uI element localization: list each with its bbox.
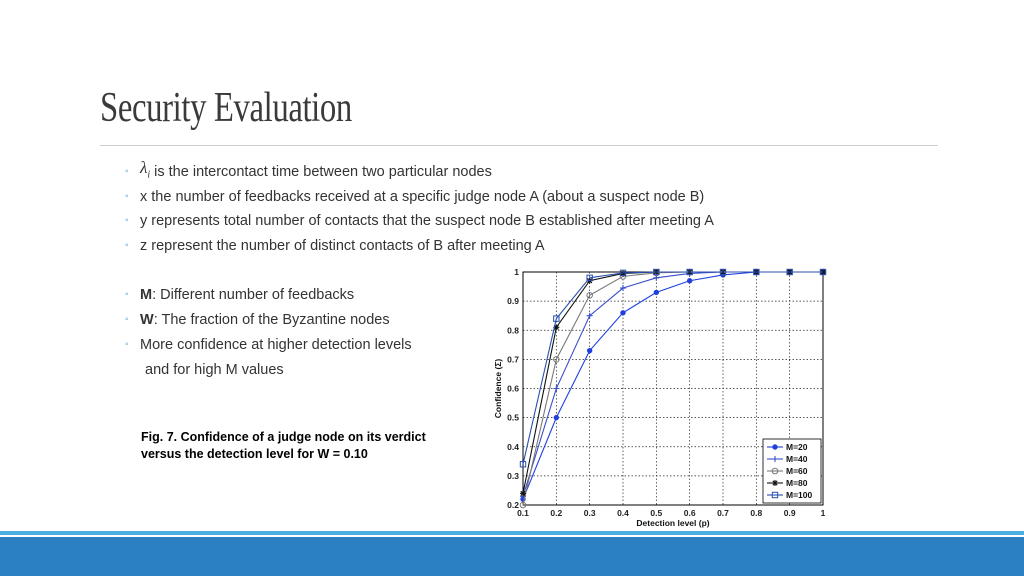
data-point [520,490,526,496]
bullet-item [125,160,714,185]
x-tick-label: 0.1 [517,508,529,518]
confidence-chart [490,262,835,532]
data-point [654,290,658,294]
bullet-text: More confidence at higher detection levels [140,336,412,353]
data-point [687,279,691,283]
figure-caption [141,429,461,463]
y-tick-label: 1 [514,267,519,277]
x-tick-label: 0.6 [683,508,696,518]
y-tick-label: 0.8 [507,325,519,336]
y-tick-label: 0.7 [507,354,519,365]
bullet-item [125,185,714,210]
bullet-icon: ◦ [125,338,129,350]
legend-marker [773,445,777,449]
x-tick-label: 0.3 [583,508,596,518]
x-tick-label: 0.9 [783,508,796,518]
x-tick-label: 0.8 [750,508,763,518]
legend-label: M=60 [786,466,808,476]
data-point [587,348,591,352]
bullet-item [125,234,714,259]
legend-label: M=40 [786,454,808,464]
legend-label: M=80 [786,478,808,488]
bullet-icon: ◦ [125,190,129,202]
y-tick-label: 0.4 [507,441,519,452]
bullet-item [125,209,714,234]
y-tick-label: 0.2 [507,500,519,510]
data-point [621,311,625,315]
caption-line-2: versus the detection level for W = 0.10 [141,447,368,461]
legend-label: M=20 [786,442,808,452]
x-tick-label: 0.2 [550,508,563,518]
title-divider [100,145,938,146]
data-point [554,415,558,419]
x-tick-label: 0.5 [650,508,663,518]
x-axis-label: Detection level (p) [636,518,710,528]
continuation-text: and for high M values [145,361,284,378]
bullet-text: : The fraction of the Byzantine nodes [153,312,390,329]
x-tick-label: 0.4 [617,508,629,518]
y-tick-label: 0.6 [507,383,519,394]
lambda-symbol: $\lambda_i$ [140,158,151,181]
y-axis-label: Confidence (Σ) [493,358,503,419]
bullet-bold-term: M [140,287,153,304]
y-tick-label: 0.9 [507,296,519,307]
slide-title: Security Evaluation [100,85,352,131]
bullet-text: y represents total number of contacts that the suspect node B established after meeting A [140,213,714,230]
bullet-text: : Different number of feedbacks [152,287,355,304]
bullet-bold-term: W [140,312,154,329]
bullet-icon: ◦ [125,314,129,326]
bullet-text: is the intercontact time between two particular nodes [154,164,492,180]
legend-label: M=100 [786,490,813,500]
y-tick-label: 0.5 [507,412,519,423]
bullet-icon: ◦ [125,240,129,252]
bullet-text: z represent the number of distinct contacts of B after meeting A [140,238,545,255]
caption-line-1: Fig. 7. Confidence of a judge node on its verdict [141,430,426,444]
bullet-icon: ◦ [125,166,129,177]
bullet-icon: ◦ [125,289,129,301]
y-tick-label: 0.3 [507,470,519,481]
x-tick-label: 0.7 [717,508,729,518]
footer-bar [0,537,1024,576]
footer-accent-line [0,531,1024,535]
bullet-icon: ◦ [125,215,129,227]
x-tick-label: 1 [820,508,826,518]
bullet-text: x the number of feedbacks received at a specific judge node A (about a suspect node B) [140,188,705,205]
legend-marker [772,480,778,486]
